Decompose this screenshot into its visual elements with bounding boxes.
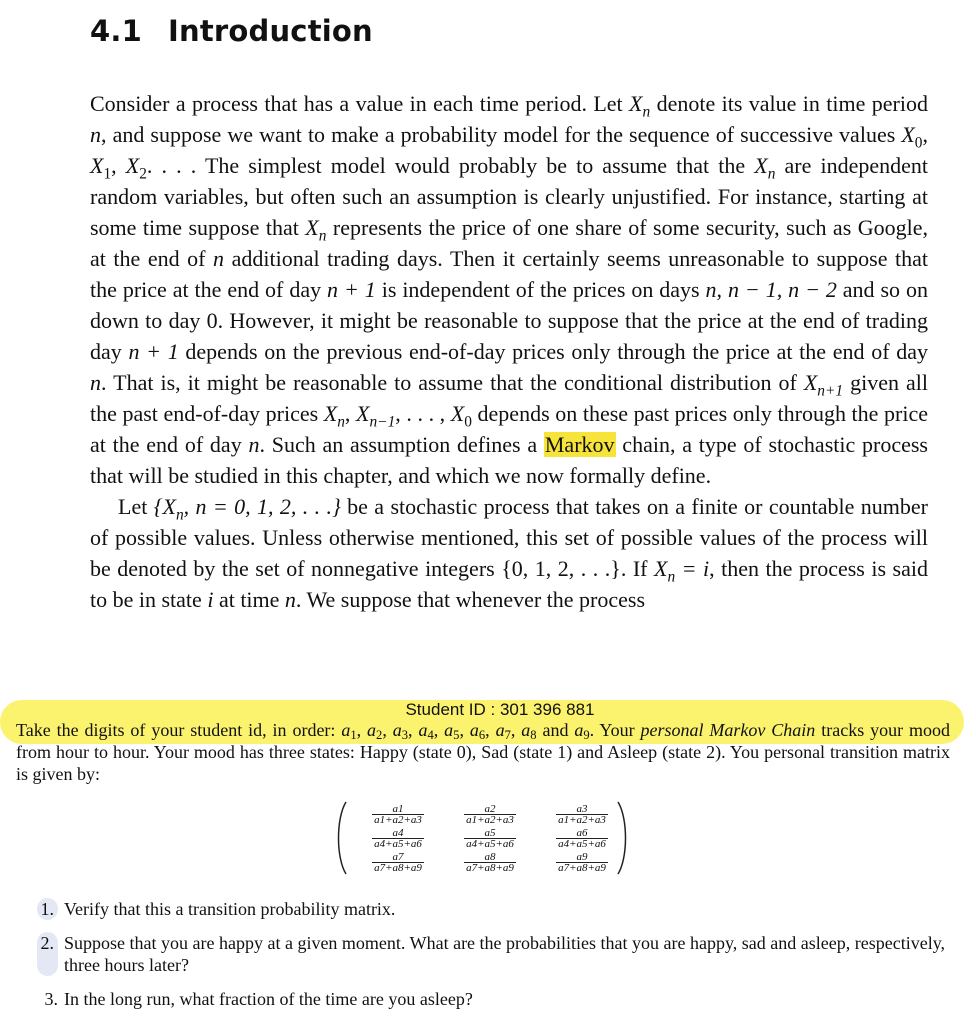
matrix-denominator: a1+a2+a3 bbox=[558, 813, 606, 826]
question-item bbox=[16, 898, 956, 920]
homework-prompt: Take the digits of your student id, in order: $a_1$, $a_2$, $a_3$, $a_4$, $a_5$, $a_6$, $a_7$, $a_8$ and $a_9$. Your personal Markov Chain tracks your mood from hour to hour. Your mood has three states: Happy (state 0), Sad (state 1) and Asleep (state 2). You personal transition matrix is given by: bbox=[16, 720, 951, 784]
matrix-entry bbox=[536, 826, 628, 850]
matrix-denominator: a4+a5+a6 bbox=[558, 837, 606, 850]
matrix-denominator: a1+a2+a3 bbox=[466, 813, 514, 826]
student-id-label: Student ID : 301 396 881 bbox=[405, 700, 595, 719]
question-item bbox=[16, 932, 956, 976]
transition-matrix bbox=[334, 800, 630, 876]
section-number: 4.1 bbox=[90, 14, 142, 48]
matrix-entry bbox=[444, 850, 536, 874]
question-text: Suppose that you are happy at a given moment. What are the probabilities that you are happy, sad and asleep, respectively, three hours later? bbox=[64, 933, 946, 975]
matrix-entry bbox=[444, 826, 536, 850]
markov-highlight: Markov bbox=[544, 432, 615, 457]
matrix-entry bbox=[536, 802, 628, 826]
question-number: 2. bbox=[37, 932, 59, 976]
question-text: Verify that this a transition probability matrix. bbox=[64, 899, 396, 919]
question-number: 1. bbox=[37, 898, 59, 920]
question-list bbox=[16, 898, 956, 1022]
matrix-entry bbox=[536, 850, 628, 874]
matrix-denominator: a7+a8+a9 bbox=[374, 861, 422, 874]
matrix-numerator: a5 bbox=[484, 826, 496, 839]
matrix-numerator: a2 bbox=[484, 802, 496, 815]
matrix-denominator: a7+a8+a9 bbox=[466, 861, 514, 874]
section-title: Introduction bbox=[167, 14, 373, 48]
matrix-numerator: a1 bbox=[392, 802, 404, 815]
matrix-denominator: a4+a5+a6 bbox=[466, 837, 514, 850]
question-number: 3. bbox=[44, 989, 58, 1009]
matrix-entry bbox=[352, 802, 444, 826]
matrix-numerator: a7 bbox=[392, 850, 404, 863]
matrix-cells bbox=[352, 802, 628, 874]
matrix-denominator: a1+a2+a3 bbox=[374, 813, 422, 826]
matrix-entry bbox=[352, 850, 444, 874]
matrix-denominator: a4+a5+a6 bbox=[374, 837, 422, 850]
matrix-numerator: a4 bbox=[392, 826, 404, 839]
matrix-numerator: a6 bbox=[576, 826, 588, 839]
right-parenthesis bbox=[616, 800, 630, 876]
matrix-denominator: a7+a8+a9 bbox=[558, 861, 606, 874]
textbook-excerpt bbox=[90, 88, 928, 615]
matrix-numerator: a3 bbox=[576, 802, 588, 815]
matrix-entry bbox=[444, 802, 536, 826]
question-text: In the long run, what fraction of the time are you asleep? bbox=[64, 989, 473, 1009]
section-heading bbox=[90, 14, 373, 48]
left-parenthesis bbox=[334, 800, 348, 876]
matrix-numerator: a9 bbox=[576, 850, 588, 863]
paragraph-2: Let {$X_n$, n = 0, 1, 2, . . .} be a stochastic process that takes on a finite or countable number of possible values. Unless otherwise mentioned, this set of possible values of the process will be denoted by the set of nonnegative integers {0, 1, 2, . . .}. If $X_n = i$, then the process is said to be in state i at time n. We suppose that whenever the process bbox=[90, 494, 928, 612]
matrix-numerator: a8 bbox=[484, 850, 496, 863]
paragraph-1: Consider a process that has a value in each time period. Let $X_n$ denote its value in time period n, and suppose we want to make a probability model for the sequence of successive values $X_0$, $X_1$, $X_2$. . . . The simplest model would probably be to assume that the $X_n$ are independent random variables, but often such an assumption is clearly unjustified. For instance, starting at some time suppose that $X_n$ represents the price of one share of some security, such as Google, at the end of n additional trading days. Then it certainly seems unreasonable to suppose that the price at the end of day n + 1 is independent of the prices on days n, n − 1, n − 2 and so on down to day 0. However, it might be reasonable to suppose that the price at the end of trading day n + 1 depends on the previous end-of-day prices only through the price at the end of day n. That is, it might be reasonable to assume that the conditional distribution of $X_{n+1}$ given all the past end-of-day prices $X_n$, $X_{n-1}$, . . . , $X_0$ depends on these past prices only through the price at the end of day n. Such an assumption defines a Markov chain, a type of stochastic process that will be studied in this chapter, and which we now formally define. bbox=[90, 91, 929, 488]
question-item bbox=[16, 988, 956, 1010]
matrix-entry bbox=[352, 826, 444, 850]
